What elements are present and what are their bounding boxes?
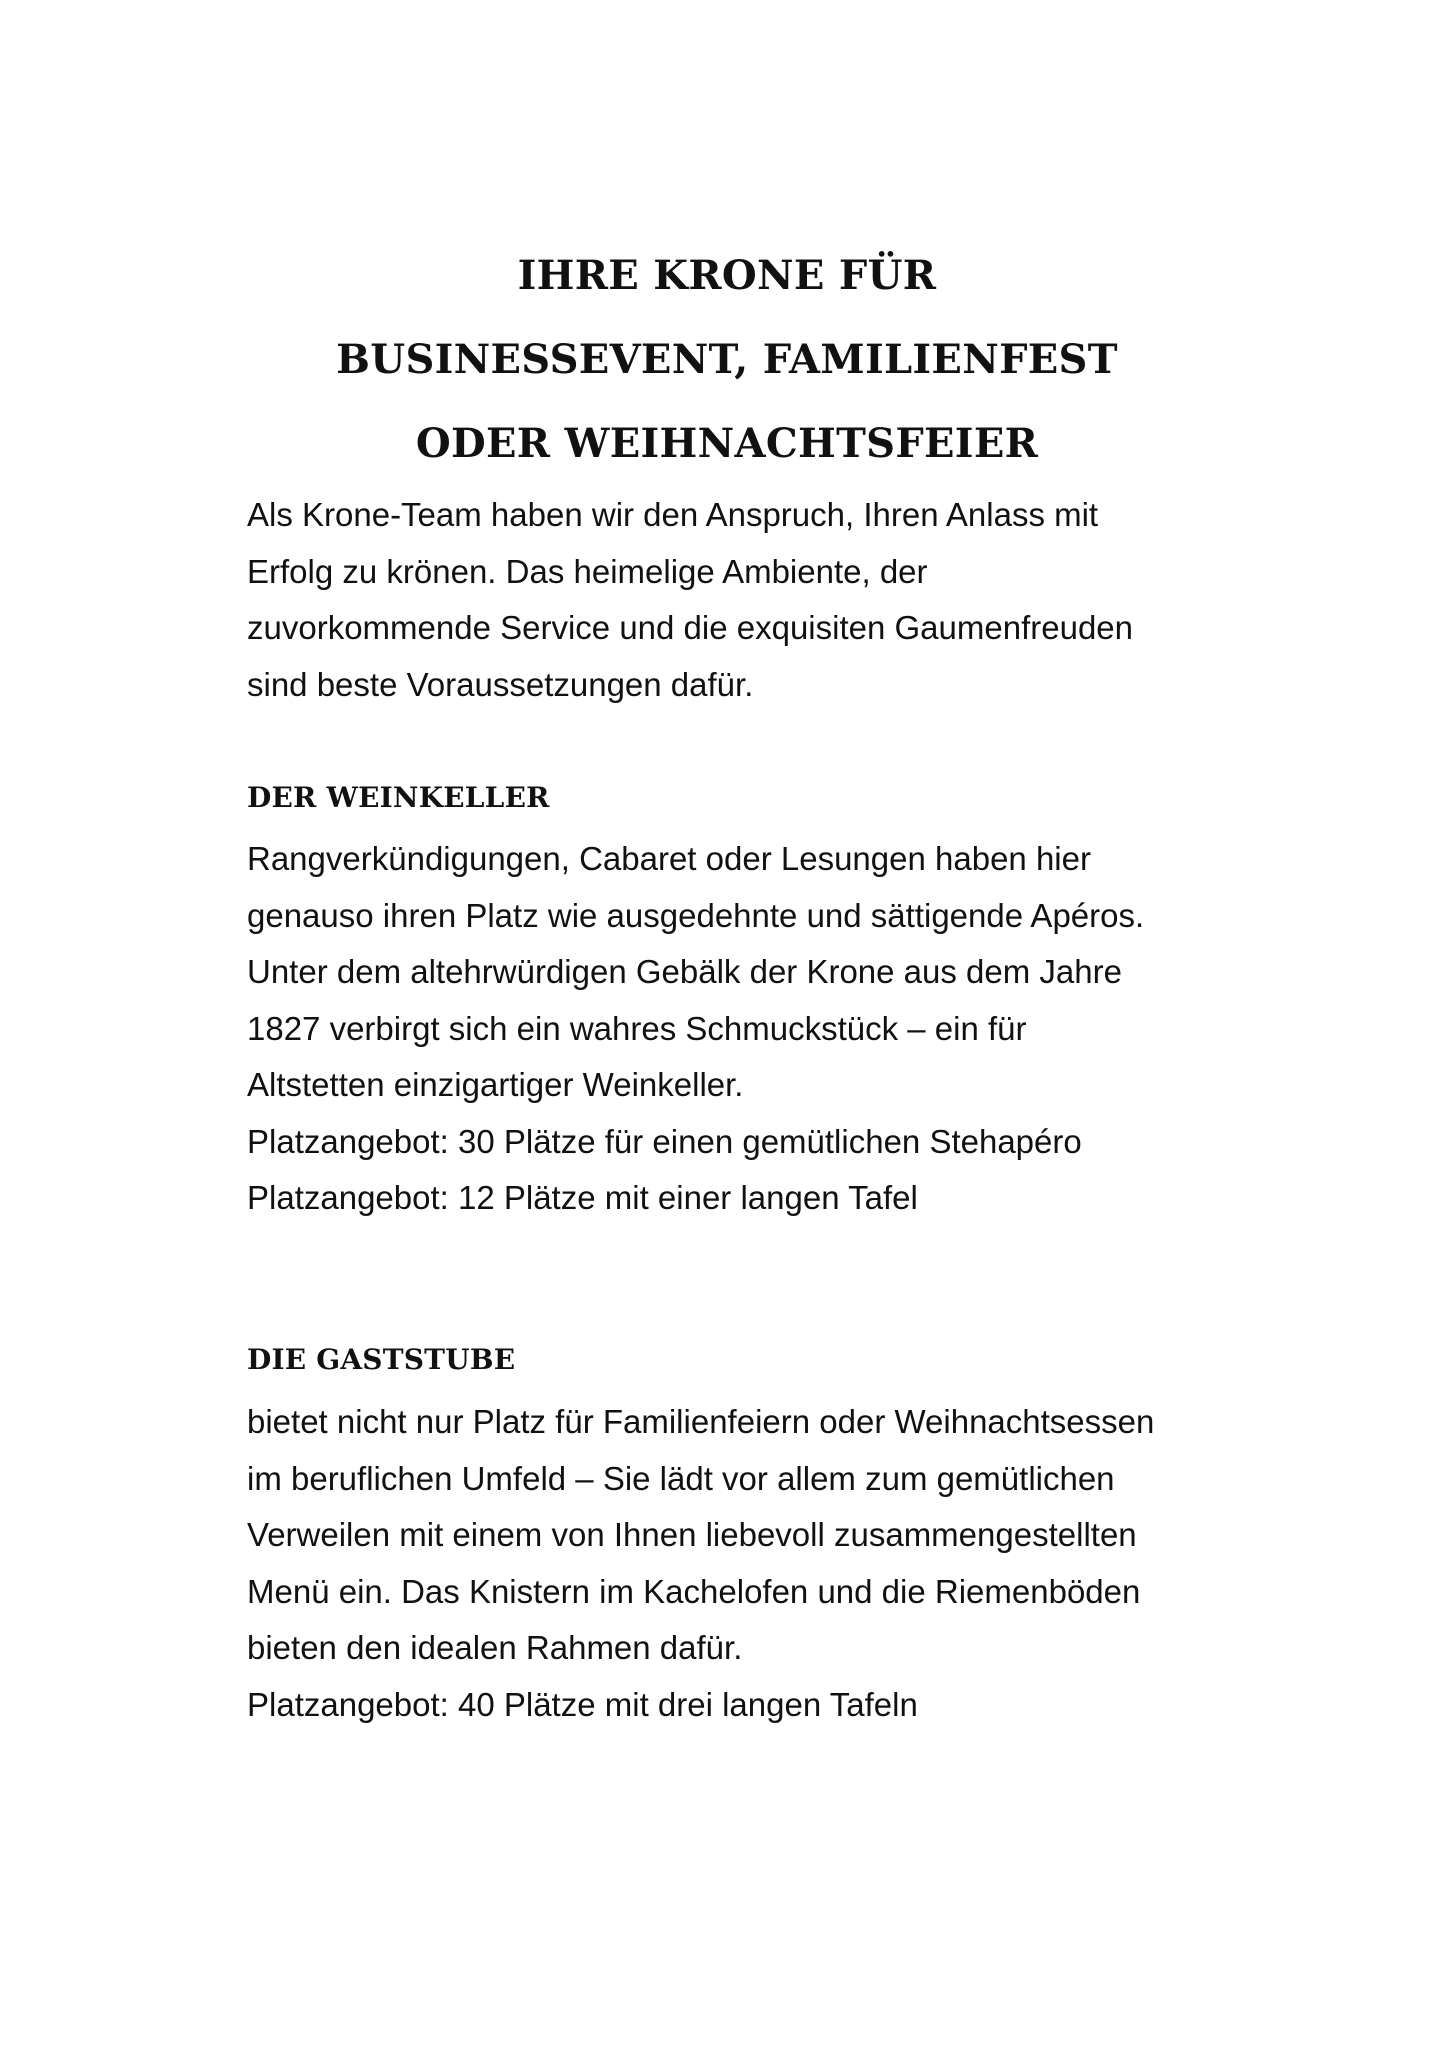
intro-paragraph xyxy=(247,487,1247,713)
weinkeller-line: genauso ihren Platz wie ausgedehnte und sättigende Apéros. xyxy=(247,896,1145,934)
capacity-line: Platzangebot: 30 Plätze für einen gemütlichen Stehapéro xyxy=(247,1122,1082,1160)
gaststube-line: im beruflichen Umfeld – Sie lädt vor allem zum gemütlichen xyxy=(247,1459,1115,1497)
gaststube-line: bietet nicht nur Platz für Familienfeiern oder Weihnachtsessen xyxy=(247,1403,1155,1440)
gaststube-line: Verweilen mit einem von Ihnen liebevoll zusammengestellten xyxy=(247,1516,1137,1553)
intro-line: sind beste Voraussetzungen dafür. xyxy=(247,665,754,703)
weinkeller-line: 1827 verbirgt sich ein wahres Schmuckstück – ein für xyxy=(247,1009,1027,1047)
intro-line: zuvorkommende Service und die exquisiten Gaumenfreuden xyxy=(247,609,1134,646)
capacity-line: Platzangebot: 12 Plätze mit einer langen Tafel xyxy=(247,1179,918,1216)
weinkeller-line: Altstetten einzigartiger Weinkeller. xyxy=(247,1066,744,1103)
title-line: ODER WEIHNACHTSFEIER xyxy=(415,420,1039,467)
gaststube-line: Menü ein. Das Knistern im Kachelofen und die Riemenböden xyxy=(247,1572,1141,1610)
weinkeller-line: Rangverkündigungen, Cabaret oder Lesungen haben hier xyxy=(247,840,1091,877)
capacity-line: Platzangebot: 40 Plätze mit drei langen Tafeln xyxy=(247,1685,918,1723)
weinkeller-heading: DER WEINKELLER xyxy=(247,781,550,814)
title-line: IHRE KRONE FÜR xyxy=(517,252,937,299)
gaststube-line: bieten den idealen Rahmen dafür. xyxy=(247,1629,743,1666)
intro-line: Als Krone-Team haben wir den Anspruch, Ihren Anlass mit xyxy=(247,496,1099,533)
title-line: BUSINESSEVENT, FAMILIENFEST xyxy=(336,336,1118,383)
weinkeller-line: Unter dem altehrwürdigen Gebälk der Krone aus dem Jahre xyxy=(247,953,1122,990)
page-title xyxy=(0,234,1454,486)
gaststube-paragraph xyxy=(247,1394,1247,1733)
intro-line: Erfolg zu krönen. Das heimelige Ambiente, der xyxy=(247,552,928,590)
weinkeller-paragraph xyxy=(247,831,1247,1227)
gaststube-heading: DIE GASTSTUBE xyxy=(247,1343,516,1376)
